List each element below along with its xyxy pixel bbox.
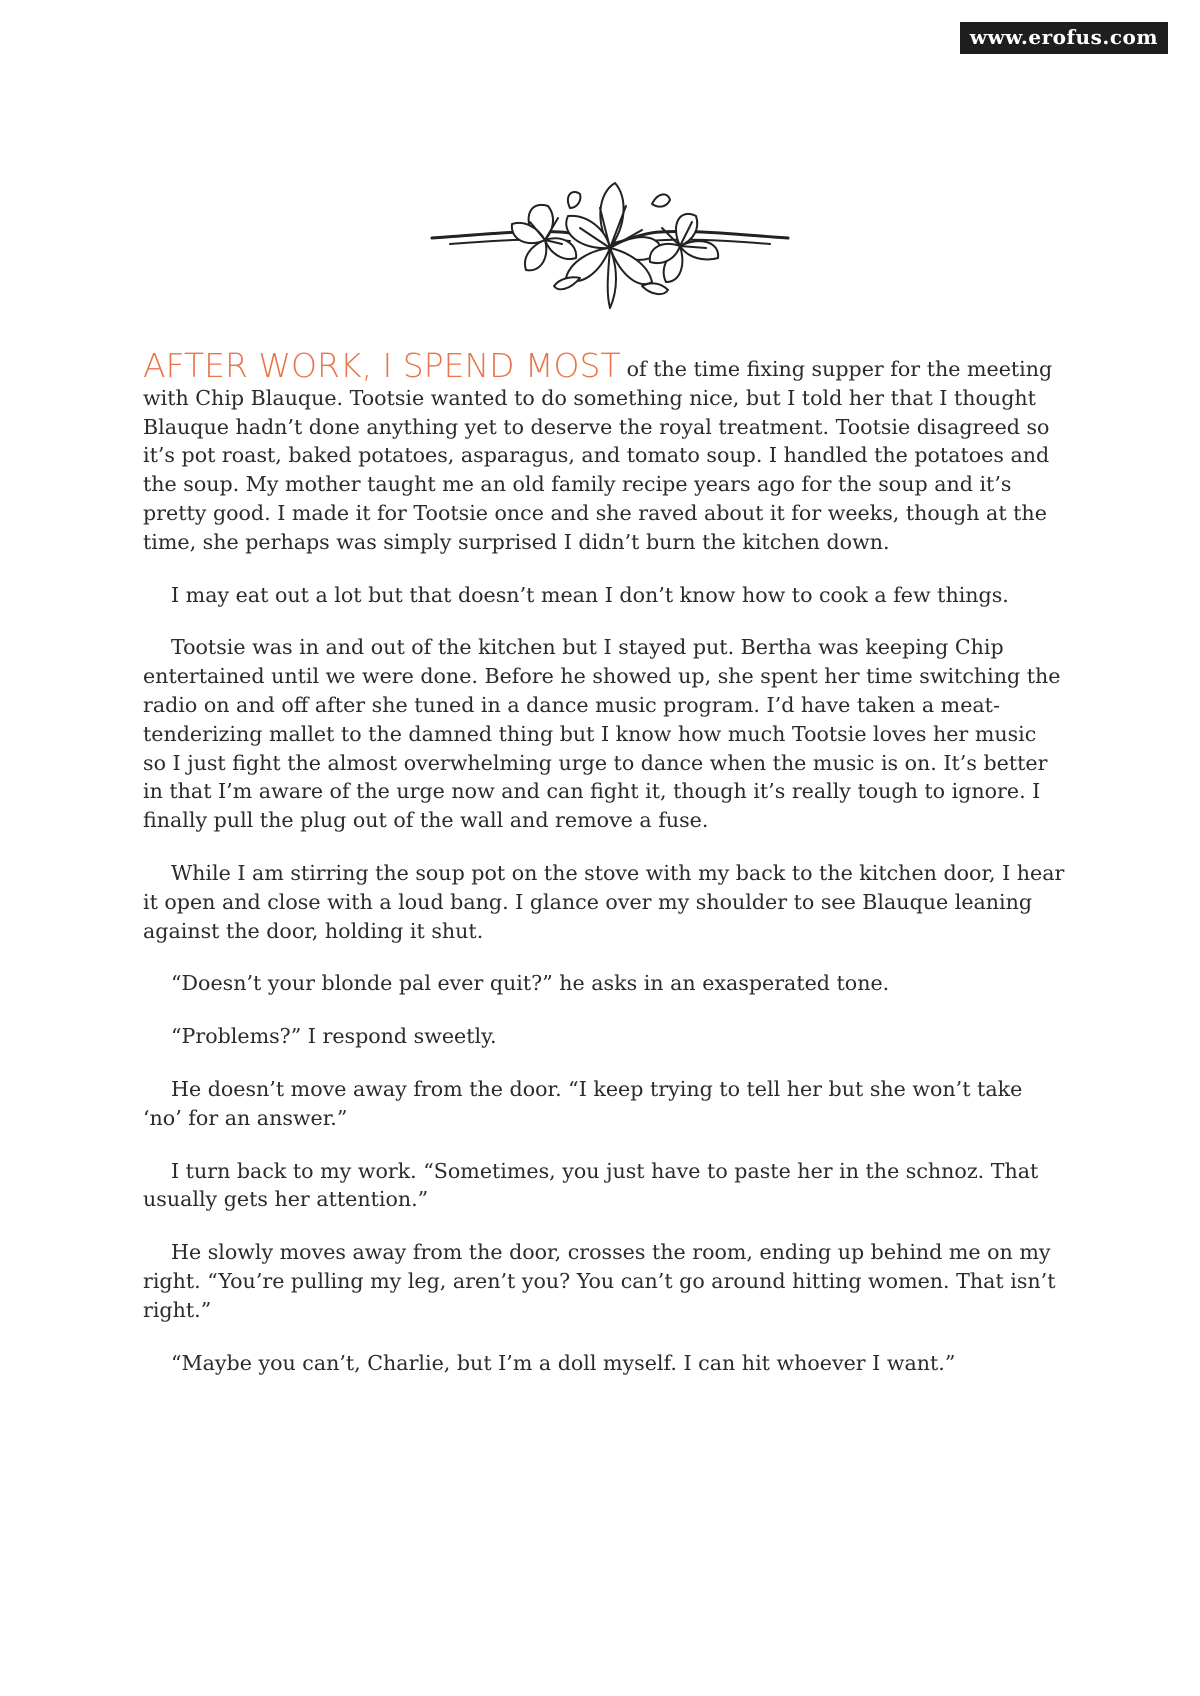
opening-words: AFTER WORK, I SPEND MOST <box>143 346 621 385</box>
paragraph-5: “Doesn’t your blonde pal ever quit?” he asks in an exasperated tone. <box>171 971 890 996</box>
paragraph-1: AFTER WORK, I SPEND MOST of the time fixing supper for the meeting with Chip Blauque. Tootsie wanted to do something nice, but I told her that I thought Blauque hadn’t done anything yet to deserve the royal treatment. Tootsie disagreed so it’s pot roast, baked potatoes, asparagus, and tomato soup. I handled the potatoes and the soup. My mother taught me an old family recipe years ago for the soup and it’s pretty good. I made it for Tootsie once and she raved about it for weeks, though at the time, she perhaps was simply surprised I didn’t burn the kitchen down. <box>143 346 1053 554</box>
watermark-label: www.erofus.com <box>960 22 1168 54</box>
paragraph-8: I turn back to my work. “Sometimes, you just have to paste her in the schnoz. That usually gets her attention.” <box>143 1158 1039 1212</box>
paragraph-2: I may eat out a lot but that doesn’t mean I don’t know how to cook a few things. <box>171 582 1009 607</box>
paragraph-10: “Maybe you can’t, Charlie, but I’m a doll myself. I can hit whoever I want.” <box>171 1350 956 1375</box>
paragraph-7: He doesn’t move away from the door. “I keep trying to tell her but she won’t take ‘no’ for an answer.” <box>143 1076 1023 1130</box>
story-text <box>143 346 1065 1401</box>
paragraph-9: He slowly moves away from the door, crosses the room, ending up behind me on my right. “You’re pulling my leg, aren’t you? You can’t go around hitting women. That isn’t right.” <box>143 1240 1056 1322</box>
paragraph-4: While I am stirring the soup pot on the stove with my back to the kitchen door, I hear it open and close with a loud bang. I glance over my shoulder to see Blauque leaning against the door, holding it shut. <box>143 860 1065 943</box>
paragraph-3: Tootsie was in and out of the kitchen but I stayed put. Bertha was keeping Chip entertained until we were done. Before he showed up, she spent her time switching the radio on and off after she tuned in a dance music program. I’d have taken a meat-tenderizing mallet to the damned thing but I know how much Tootsie loves her music so I just fight the almost overwhelming urge to dance when the music is on. It’s better in that I’m aware of the urge now and can fight it, though it’s really tough to ignore. I finally pull the plug out of the wall and remove a fuse. <box>143 635 1061 833</box>
lily-flowers-ornament-icon <box>430 178 790 313</box>
paragraph-6: “Problems?” I respond sweetly. <box>171 1024 497 1049</box>
